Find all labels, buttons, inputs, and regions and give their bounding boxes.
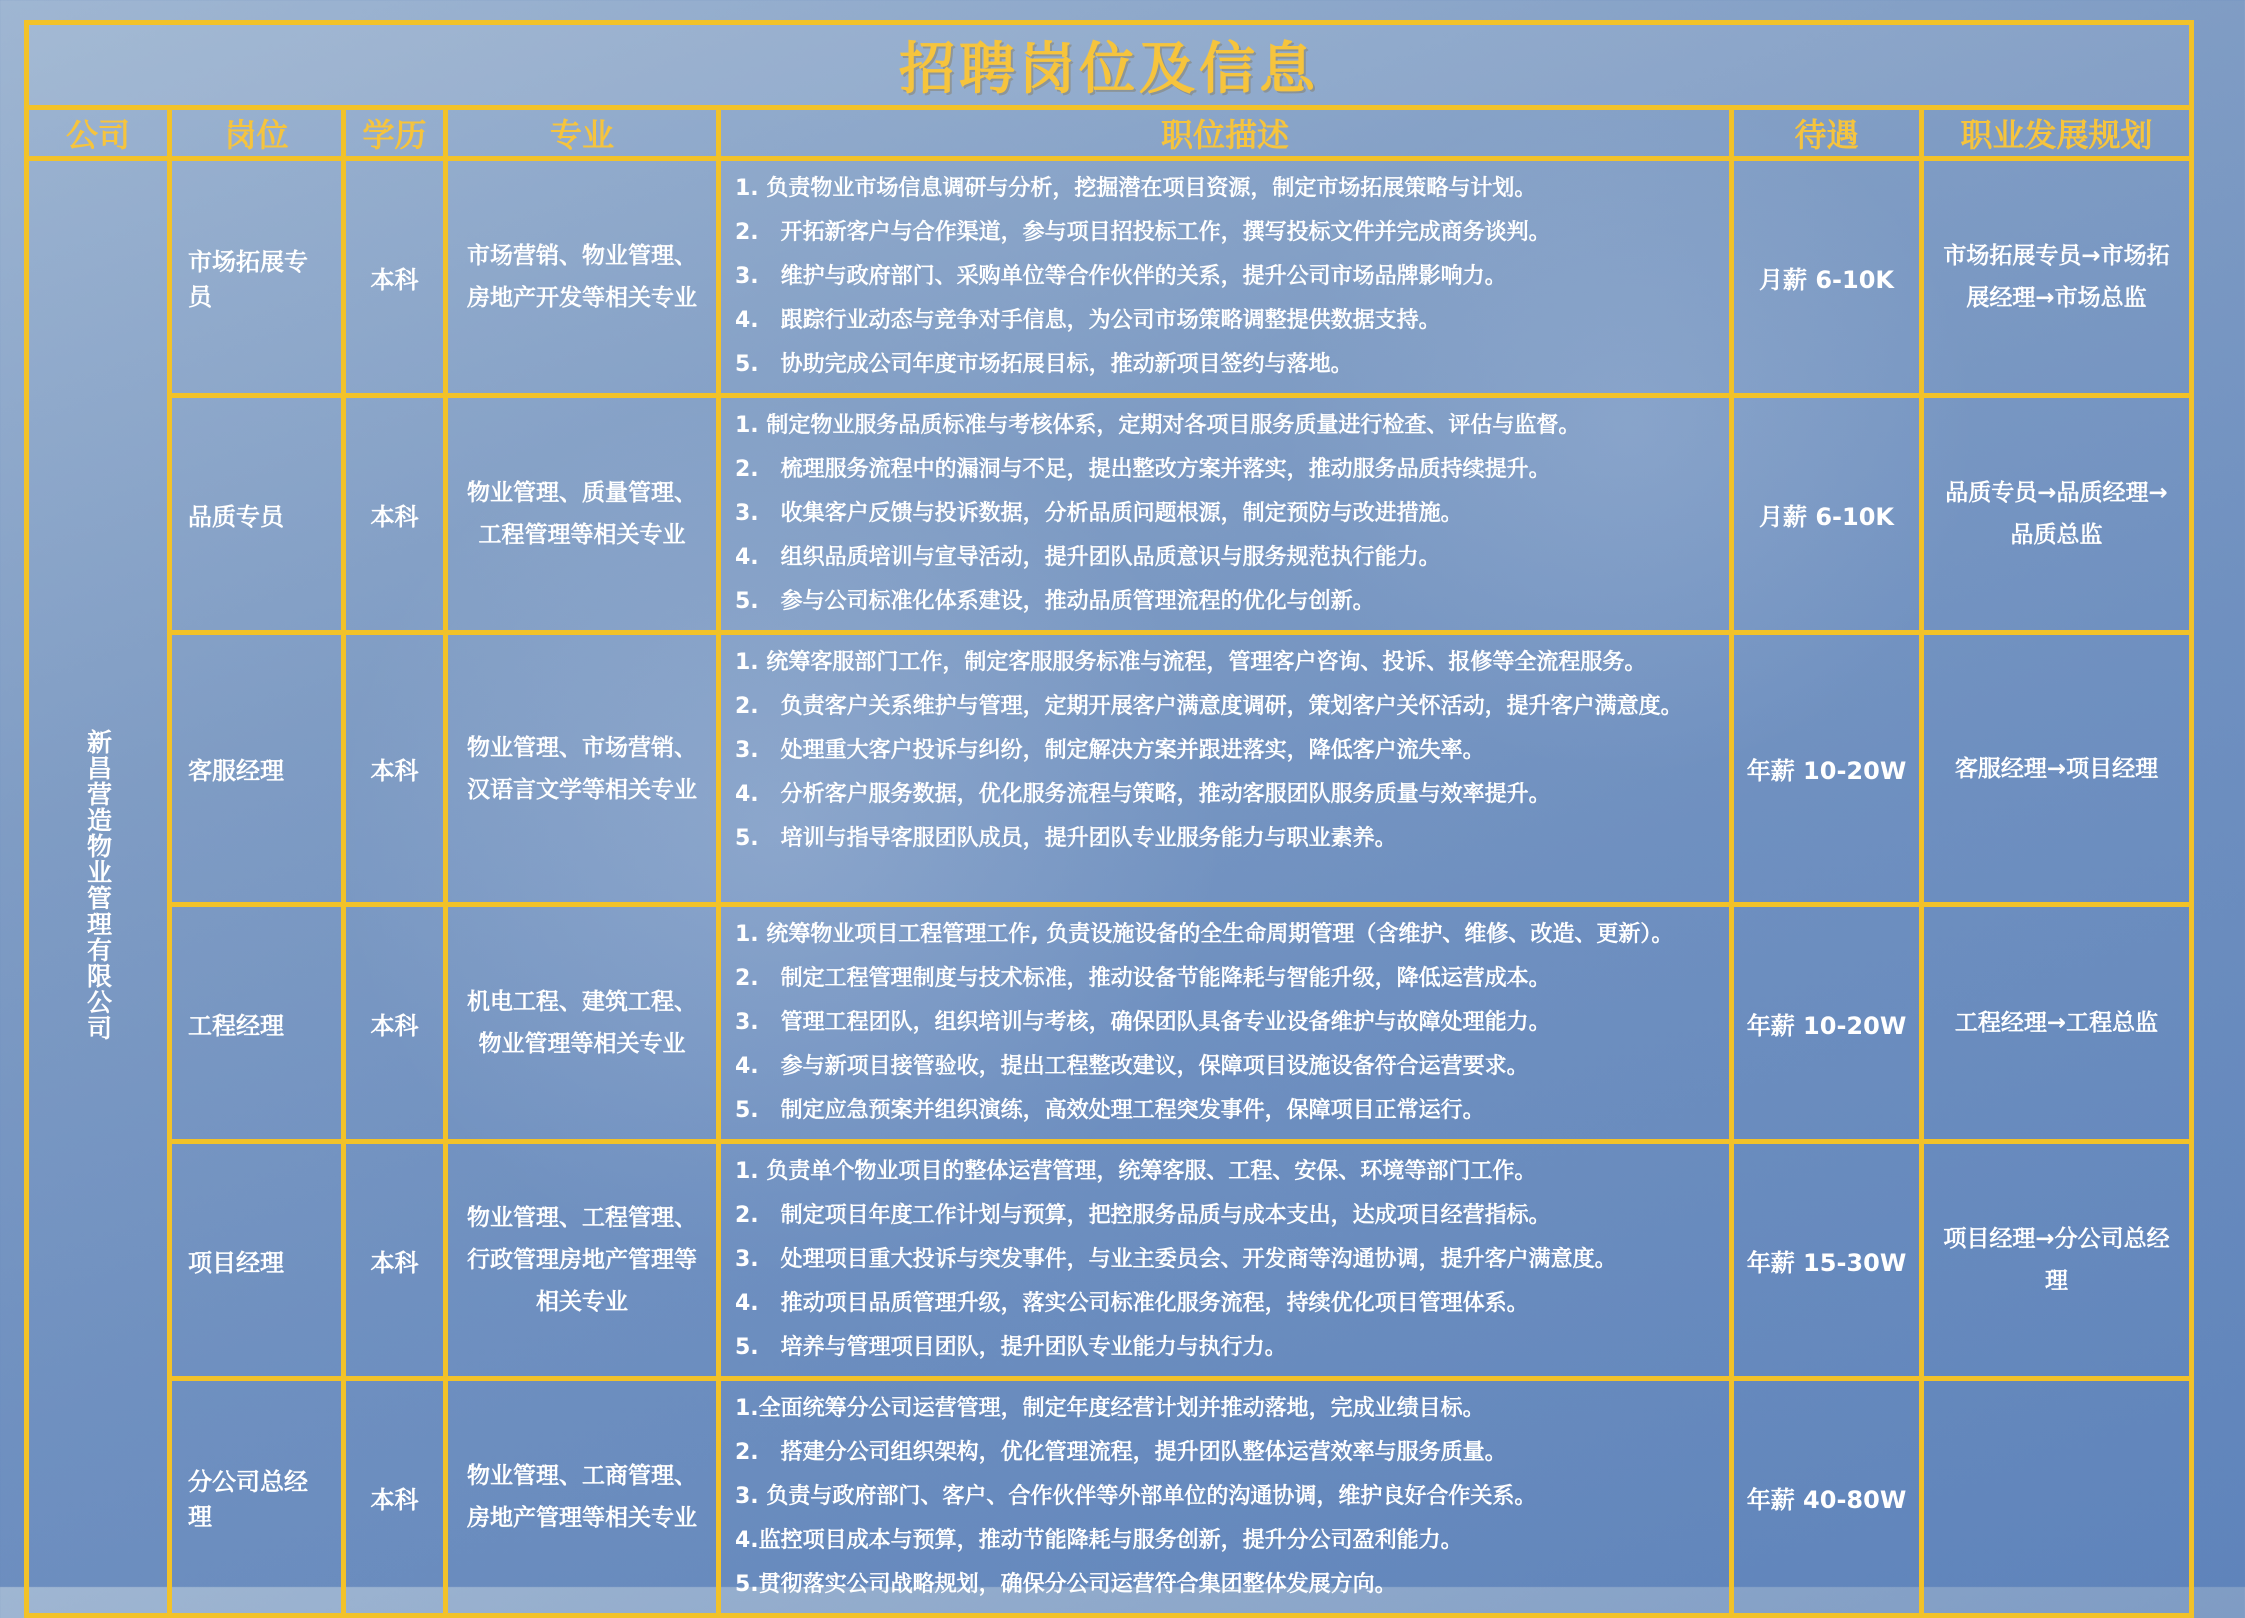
- description-line: 4. 跟踪行业动态与竞争对手信息，为公司市场策略调整提供数据支持。: [735, 308, 1441, 333]
- major-cell: 物业管理、工商管理、房地产管理等相关专业: [446, 1379, 719, 1616]
- description-line: 2. 搭建分公司组织架构，优化管理流程，提升团队整体运营效率与服务质量。: [735, 1440, 1507, 1465]
- position-cell: 市场拓展专员: [170, 159, 344, 396]
- description-line: 4. 组织品质培训与宣导活动，提升团队品质意识与服务规范执行能力。: [735, 545, 1441, 570]
- description-line: 2. 制定项目年度工作计划与预算，把控服务品质与成本支出，达成项目经营指标。: [735, 1203, 1551, 1228]
- major-cell: 市场营销、物业管理、房地产开发等相关专业: [446, 159, 719, 396]
- description-line: 5. 参与公司标准化体系建设，推动品质管理流程的优化与创新。: [735, 589, 1375, 614]
- table-row: [27, 905, 2192, 1142]
- career-cell: 市场拓展专员→市场拓展经理→市场总监: [1922, 159, 2192, 396]
- header-company: 公司: [27, 108, 170, 159]
- header-position: 岗位: [170, 108, 344, 159]
- header-career: 职业发展规划: [1922, 108, 2192, 159]
- description-line: 3. 维护与政府部门、采购单位等合作伙伴的关系，提升公司市场品牌影响力。: [735, 264, 1507, 289]
- description-cell: [719, 633, 1732, 905]
- description-line: 1. 统筹客服部门工作，制定客服服务标准与流程，管理客户咨询、投诉、报修等全流程服务。: [735, 650, 1647, 675]
- description-cell: [719, 1142, 1732, 1379]
- company-cell: [27, 159, 170, 1616]
- career-cell: 品质专员→品质经理→品质总监: [1922, 396, 2192, 633]
- description-line: 2. 梳理服务流程中的漏洞与不足，提出整改方案并落实，推动服务品质持续提升。: [735, 457, 1551, 482]
- major-cell: 物业管理、市场营销、汉语言文学等相关专业: [446, 633, 719, 905]
- position-cell: 项目经理: [170, 1142, 344, 1379]
- description-line: 5.贯彻落实公司战略规划，确保分公司运营符合集团整体发展方向。: [735, 1572, 1397, 1597]
- table-row: [27, 633, 2192, 905]
- title-row: [27, 23, 2192, 108]
- recruitment-table: [24, 20, 2194, 1618]
- description-line: 5. 培训与指导客服团队成员，提升团队专业服务能力与职业素养。: [735, 826, 1397, 851]
- salary-cell: 年薪 10-20W: [1732, 905, 1922, 1142]
- description-line: 3. 负责与政府部门、客户、合作伙伴等外部单位的沟通协调，维护良好合作关系。: [735, 1484, 1537, 1509]
- description-line: 2. 开拓新客户与合作渠道，参与项目招投标工作，撰写投标文件并完成商务谈判。: [735, 220, 1551, 245]
- recruitment-sheet: [24, 20, 2189, 1597]
- major-cell: 机电工程、建筑工程、物业管理等相关专业: [446, 905, 719, 1142]
- position-cell: 品质专员: [170, 396, 344, 633]
- description-line: 3. 处理重大客户投诉与纠纷，制定解决方案并跟进落实，降低客户流失率。: [735, 738, 1485, 763]
- header-education: 学历: [344, 108, 446, 159]
- position-cell: 客服经理: [170, 633, 344, 905]
- header-salary: 待遇: [1732, 108, 1922, 159]
- description-line: 3. 处理项目重大投诉与突发事件，与业主委员会、开发商等沟通协调，提升客户满意度。: [735, 1247, 1617, 1272]
- education-cell: 本科: [344, 396, 446, 633]
- description-line: 3. 管理工程团队，组织培训与考核，确保团队具备专业设备维护与故障处理能力。: [735, 1010, 1551, 1035]
- table-row: [27, 1142, 2192, 1379]
- education-cell: 本科: [344, 159, 446, 396]
- table-row: [27, 1379, 2192, 1616]
- education-cell: 本科: [344, 1142, 446, 1379]
- career-cell: 工程经理→工程总监: [1922, 905, 2192, 1142]
- description-line: 1.全面统筹分公司运营管理，制定年度经营计划并推动落地，完成业绩目标。: [735, 1396, 1485, 1421]
- description-line: 2. 制定工程管理制度与技术标准，推动设备节能降耗与智能升级，降低运营成本。: [735, 966, 1551, 991]
- header-major: 专业: [446, 108, 719, 159]
- description-line: 1. 负责物业市场信息调研与分析，挖掘潜在项目资源，制定市场拓展策略与计划。: [735, 176, 1537, 201]
- description-line: 3. 收集客户反馈与投诉数据，分析品质问题根源，制定预防与改进措施。: [735, 501, 1463, 526]
- education-cell: 本科: [344, 1379, 446, 1616]
- position-cell: 工程经理: [170, 905, 344, 1142]
- salary-cell: 月薪 6-10K: [1732, 159, 1922, 396]
- description-line: 1. 制定物业服务品质标准与考核体系，定期对各项目服务质量进行检查、评估与监督。: [735, 413, 1581, 438]
- description-cell: [719, 1379, 1732, 1616]
- description-line: 1. 统筹物业项目工程管理工作, 负责设施设备的全生命周期管理（含维护、维修、改造、更新）。: [735, 922, 1674, 947]
- description-cell: [719, 905, 1732, 1142]
- description-cell: [719, 396, 1732, 633]
- career-cell: 客服经理→项目经理: [1922, 633, 2192, 905]
- description-line: 5. 制定应急预案并组织演练，高效处理工程突发事件，保障项目正常运行。: [735, 1098, 1485, 1123]
- career-cell: [1922, 1379, 2192, 1616]
- salary-cell: 年薪 15-30W: [1732, 1142, 1922, 1379]
- table-row: [27, 396, 2192, 633]
- description-line: 4.监控项目成本与预算，推动节能降耗与服务创新，提升分公司盈利能力。: [735, 1528, 1463, 1553]
- company-name: 新昌营造物业管理有限公司: [83, 729, 113, 1041]
- position-cell: 分公司总经理: [170, 1379, 344, 1616]
- description-line: 1. 负责单个物业项目的整体运营管理，统筹客服、工程、安保、环境等部门工作。: [735, 1159, 1537, 1184]
- career-cell: 项目经理→分公司总经理: [1922, 1142, 2192, 1379]
- header-row: [27, 108, 2192, 159]
- description-line: 5. 培养与管理项目团队，提升团队专业能力与执行力。: [735, 1335, 1287, 1360]
- education-cell: 本科: [344, 633, 446, 905]
- description-line: 4. 推动项目品质管理升级，落实公司标准化服务流程，持续优化项目管理体系。: [735, 1291, 1529, 1316]
- description-cell: [719, 159, 1732, 396]
- salary-cell: 年薪 10-20W: [1732, 633, 1922, 905]
- description-line: 4. 分析客户服务数据，优化服务流程与策略，推动客服团队服务质量与效率提升。: [735, 782, 1551, 807]
- description-line: 2. 负责客户关系维护与管理，定期开展客户满意度调研，策划客户关怀活动，提升客户满意度。: [735, 694, 1683, 719]
- education-cell: 本科: [344, 905, 446, 1142]
- major-cell: 物业管理、质量管理、工程管理等相关专业: [446, 396, 719, 633]
- page-title: 招聘岗位及信息: [27, 23, 2192, 108]
- description-line: 4. 参与新项目接管验收，提出工程整改建议，保障项目设施设备符合运营要求。: [735, 1054, 1529, 1079]
- table-row: [27, 159, 2192, 396]
- salary-cell: 月薪 6-10K: [1732, 396, 1922, 633]
- major-cell: 物业管理、工程管理、行政管理房地产管理等相关专业: [446, 1142, 719, 1379]
- header-description: 职位描述: [719, 108, 1732, 159]
- salary-cell: 年薪 40-80W: [1732, 1379, 1922, 1616]
- description-line: 5. 协助完成公司年度市场拓展目标，推动新项目签约与落地。: [735, 352, 1353, 377]
